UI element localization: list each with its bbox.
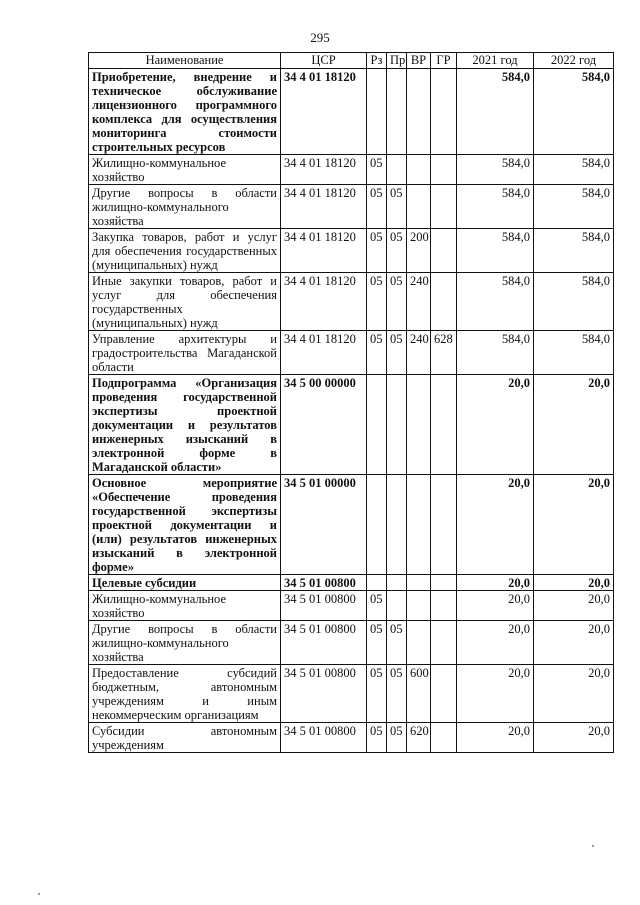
row-amount-2022: 20,0 <box>534 375 614 475</box>
row-rz-code: 05 <box>367 665 387 723</box>
row-rz-code <box>367 375 387 475</box>
row-vr-code <box>407 155 431 185</box>
row-csr-code: 34 4 01 18120 <box>281 331 367 375</box>
row-pr-code <box>387 575 407 591</box>
row-vr-code <box>407 591 431 621</box>
row-vr-code <box>407 475 431 575</box>
header-pr: Пр <box>387 53 407 69</box>
table-row <box>89 273 614 331</box>
row-name: Целевые субсидии <box>89 575 281 591</box>
row-pr-code <box>387 69 407 155</box>
header-vr: ВР <box>407 53 431 69</box>
header-csr: ЦСР <box>281 53 367 69</box>
row-amount-2021: 584,0 <box>457 155 534 185</box>
row-rz-code: 05 <box>367 591 387 621</box>
row-amount-2022: 584,0 <box>534 155 614 185</box>
row-csr-code: 34 4 01 18120 <box>281 229 367 273</box>
row-csr-code: 34 4 01 18120 <box>281 155 367 185</box>
row-amount-2021: 584,0 <box>457 273 534 331</box>
row-gr-code <box>431 273 457 331</box>
row-amount-2021: 20,0 <box>457 375 534 475</box>
row-amount-2021: 20,0 <box>457 591 534 621</box>
row-name: Другие вопросы в области жилищно-коммунального хозяйства <box>89 621 281 665</box>
row-amount-2022: 584,0 <box>534 229 614 273</box>
header-name: Наименование <box>89 53 281 69</box>
row-rz-code: 05 <box>367 229 387 273</box>
row-name: Закупка товаров, работ и услуг для обеспечения государственных (муниципальных) нужд <box>89 229 281 273</box>
row-vr-code <box>407 621 431 665</box>
row-amount-2021: 20,0 <box>457 621 534 665</box>
row-csr-code: 34 5 01 00800 <box>281 723 367 753</box>
row-csr-code: 34 5 01 00800 <box>281 591 367 621</box>
row-csr-code: 34 5 01 00800 <box>281 575 367 591</box>
header-gr: ГР <box>431 53 457 69</box>
row-vr-code <box>407 575 431 591</box>
table-row <box>89 575 614 591</box>
row-gr-code <box>431 185 457 229</box>
row-gr-code <box>431 475 457 575</box>
row-gr-code: 628 <box>431 331 457 375</box>
row-gr-code <box>431 69 457 155</box>
row-pr-code: 05 <box>387 665 407 723</box>
row-amount-2022: 584,0 <box>534 331 614 375</box>
row-name: Управление архитектуры и градостроительства Магаданской области <box>89 331 281 375</box>
row-vr-code <box>407 69 431 155</box>
row-amount-2022: 20,0 <box>534 621 614 665</box>
row-name: Жилищно-коммунальное хозяйство <box>89 155 281 185</box>
row-amount-2022: 20,0 <box>534 475 614 575</box>
row-amount-2021: 584,0 <box>457 69 534 155</box>
table-header-row <box>89 53 614 69</box>
row-name: Иные закупки товаров, работ и услуг для обеспечения государственных (муниципальных) нужд <box>89 273 281 331</box>
row-rz-code <box>367 69 387 155</box>
row-pr-code: 05 <box>387 273 407 331</box>
row-amount-2021: 584,0 <box>457 185 534 229</box>
table-row <box>89 69 614 155</box>
table-row <box>89 591 614 621</box>
row-name: Жилищно-коммунальное хозяйство <box>89 591 281 621</box>
row-amount-2021: 20,0 <box>457 475 534 575</box>
row-pr-code: 05 <box>387 331 407 375</box>
row-csr-code: 34 4 01 18120 <box>281 273 367 331</box>
header-2022: 2022 год <box>534 53 614 69</box>
scan-speck <box>38 893 40 895</box>
row-amount-2022: 20,0 <box>534 665 614 723</box>
row-amount-2021: 20,0 <box>457 575 534 591</box>
table-row <box>89 185 614 229</box>
row-amount-2022: 584,0 <box>534 273 614 331</box>
row-amount-2021: 584,0 <box>457 331 534 375</box>
row-rz-code <box>367 475 387 575</box>
row-csr-code: 34 5 00 00000 <box>281 375 367 475</box>
row-vr-code: 200 <box>407 229 431 273</box>
row-vr-code: 240 <box>407 273 431 331</box>
row-rz-code: 05 <box>367 331 387 375</box>
row-vr-code <box>407 375 431 475</box>
table-row <box>89 155 614 185</box>
row-vr-code <box>407 185 431 229</box>
row-rz-code: 05 <box>367 621 387 665</box>
row-amount-2022: 20,0 <box>534 575 614 591</box>
row-rz-code: 05 <box>367 723 387 753</box>
row-pr-code: 05 <box>387 723 407 753</box>
header-rz: Рз <box>367 53 387 69</box>
table-row <box>89 229 614 273</box>
row-vr-code: 620 <box>407 723 431 753</box>
row-name: Подпрограмма «Организация проведения государственной экспертизы проектной документации и результатов инженерных изысканий в электронной форме в Магаданской области» <box>89 375 281 475</box>
header-2021: 2021 год <box>457 53 534 69</box>
table-row <box>89 665 614 723</box>
row-pr-code: 05 <box>387 621 407 665</box>
table-row <box>89 331 614 375</box>
row-gr-code <box>431 591 457 621</box>
row-amount-2021: 20,0 <box>457 665 534 723</box>
row-gr-code <box>431 575 457 591</box>
page-number: 295 <box>310 30 330 45</box>
row-rz-code: 05 <box>367 185 387 229</box>
row-csr-code: 34 5 01 00800 <box>281 665 367 723</box>
row-amount-2022: 584,0 <box>534 69 614 155</box>
row-gr-code <box>431 621 457 665</box>
row-name: Приобретение, внедрение и техническое обслуживание лицензионного программного комплекса для осуществления мониторинга стоимости строительных ресурсов <box>89 69 281 155</box>
scan-speck <box>592 845 594 847</box>
row-rz-code: 05 <box>367 273 387 331</box>
row-gr-code <box>431 155 457 185</box>
row-name: Основное мероприятие «Обеспечение проведения государственной экспертизы проектной документации и (или) результатов инженерных изысканий в электронной форме» <box>89 475 281 575</box>
table-row <box>89 475 614 575</box>
row-amount-2022: 20,0 <box>534 591 614 621</box>
row-rz-code: 05 <box>367 155 387 185</box>
budget-table <box>88 52 614 753</box>
row-amount-2021: 20,0 <box>457 723 534 753</box>
row-gr-code <box>431 229 457 273</box>
row-vr-code: 240 <box>407 331 431 375</box>
row-amount-2022: 20,0 <box>534 723 614 753</box>
row-pr-code <box>387 375 407 475</box>
row-name: Другие вопросы в области жилищно-коммунального хозяйства <box>89 185 281 229</box>
row-csr-code: 34 5 01 00800 <box>281 621 367 665</box>
row-pr-code <box>387 475 407 575</box>
row-gr-code <box>431 665 457 723</box>
row-rz-code <box>367 575 387 591</box>
row-name: Субсидии автономным учреждениям <box>89 723 281 753</box>
row-csr-code: 34 4 01 18120 <box>281 185 367 229</box>
row-amount-2022: 584,0 <box>534 185 614 229</box>
table-row <box>89 375 614 475</box>
row-gr-code <box>431 723 457 753</box>
row-vr-code: 600 <box>407 665 431 723</box>
row-amount-2021: 584,0 <box>457 229 534 273</box>
row-csr-code: 34 4 01 18120 <box>281 69 367 155</box>
row-name: Предоставление субсидий бюджетным, автономным учреждениям и иным некоммерческим организациям <box>89 665 281 723</box>
row-pr-code <box>387 155 407 185</box>
row-pr-code: 05 <box>387 185 407 229</box>
row-pr-code <box>387 591 407 621</box>
table-row <box>89 621 614 665</box>
row-pr-code: 05 <box>387 229 407 273</box>
row-gr-code <box>431 375 457 475</box>
row-csr-code: 34 5 01 00000 <box>281 475 367 575</box>
table-row <box>89 723 614 753</box>
